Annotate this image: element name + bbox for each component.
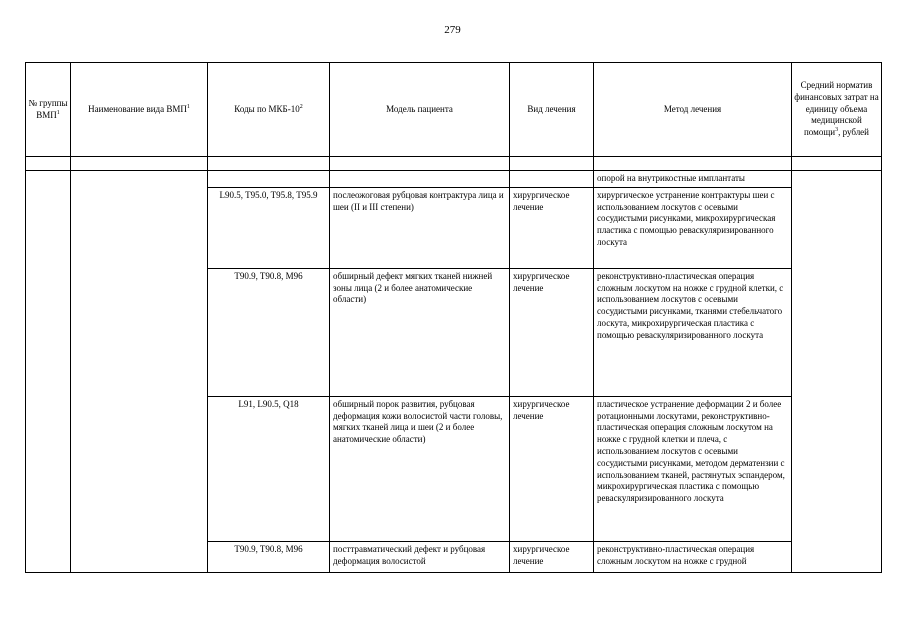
header-treatment-method: Метод лечения bbox=[594, 63, 792, 157]
method-cell: опорой на внутрикостные имплантаты bbox=[594, 171, 792, 188]
header-spacer-row bbox=[26, 157, 882, 171]
header-treatment-type: Вид лечения bbox=[510, 63, 594, 157]
vmp-table bbox=[25, 62, 882, 573]
codes-cell: T90.9, T90.8, M96 bbox=[208, 541, 330, 572]
spacer-cell bbox=[208, 157, 330, 171]
method-cell: реконструктивно-пластическая операция сложным лоскутом на ножке с грудной клетки, с использованием лоскутов с осевыми сосудистыми рисунками, тканями стебельчатого лоскута, микрохирургическая пластика с помощью реваскуляризированного лоскута bbox=[594, 268, 792, 396]
method-cell: пластическое устранение деформации 2 и более ротационными лоскутами, реконструктивно-пластическая операция сложным лоскутом на ножке с грудной клетки и плеча, с использованием лоскутов с осевыми сосудистыми рисунками, методом дерматензии с использованием тканей, растянутых эспандером, микрохирургическая пластика с помощью реваскуляризированного лоскута bbox=[594, 396, 792, 541]
method-cell: хирургическое устранение контрактуры шеи с использованием лоскутов с осевыми сосудистыми рисунками, микрохирургическая пластика с помощью реваскуляризированного лоскута bbox=[594, 187, 792, 268]
spacer-cell bbox=[510, 157, 594, 171]
model-cell: посттравматический дефект и рубцовая деформация волосистой bbox=[330, 541, 510, 572]
treatment-type-cell: хирургическое лечение bbox=[510, 268, 594, 396]
method-cell: реконструктивно-пластическая операция сложным лоскутом на ножке с грудной bbox=[594, 541, 792, 572]
codes-cell: L90.5, T95.0, T95.8, T95.9 bbox=[208, 187, 330, 268]
codes-cell: T90.9, T90.8, M96 bbox=[208, 268, 330, 396]
header-cost-standard: Средний норматив финансовых затрат на единицу объема медицинской помощи$^3$, рублей bbox=[792, 63, 882, 157]
model-cell: послеожоговая рубцовая контрактура лица и шеи (II и III степени) bbox=[330, 187, 510, 268]
page-number: 279 bbox=[444, 24, 461, 36]
codes-cell: L91, L90.5, Q18 bbox=[208, 396, 330, 541]
spacer-cell bbox=[330, 157, 510, 171]
model-cell bbox=[330, 171, 510, 188]
treatment-type-cell: хирургическое лечение bbox=[510, 396, 594, 541]
vmp-name-cell bbox=[71, 171, 208, 573]
header-row bbox=[26, 63, 882, 157]
header-icd-codes: Коды по МКБ-$10^2$ bbox=[208, 63, 330, 157]
spacer-cell bbox=[594, 157, 792, 171]
spacer-cell bbox=[26, 157, 71, 171]
header-vmp-name: Наименование вида ВМП$^1$ bbox=[71, 63, 208, 157]
header-patient-model: Модель пациента bbox=[330, 63, 510, 157]
treatment-type-cell: хирургическое лечение bbox=[510, 187, 594, 268]
header-group-number: № группы ВМП$^1$ bbox=[26, 63, 71, 157]
model-cell: обширный дефект мягких тканей нижней зоны лица (2 и более анатомические области) bbox=[330, 268, 510, 396]
table-row bbox=[26, 171, 882, 188]
codes-cell bbox=[208, 171, 330, 188]
spacer-cell bbox=[792, 157, 882, 171]
treatment-type-cell bbox=[510, 171, 594, 188]
spacer-cell bbox=[71, 157, 208, 171]
treatment-type-cell: хирургическое лечение bbox=[510, 541, 594, 572]
cost-cell bbox=[792, 171, 882, 573]
model-cell: обширный порок развития, рубцовая деформация кожи волосистой части головы, мягких тканей лица и шеи (2 и более анатомические области) bbox=[330, 396, 510, 541]
group-number-cell bbox=[26, 171, 71, 573]
